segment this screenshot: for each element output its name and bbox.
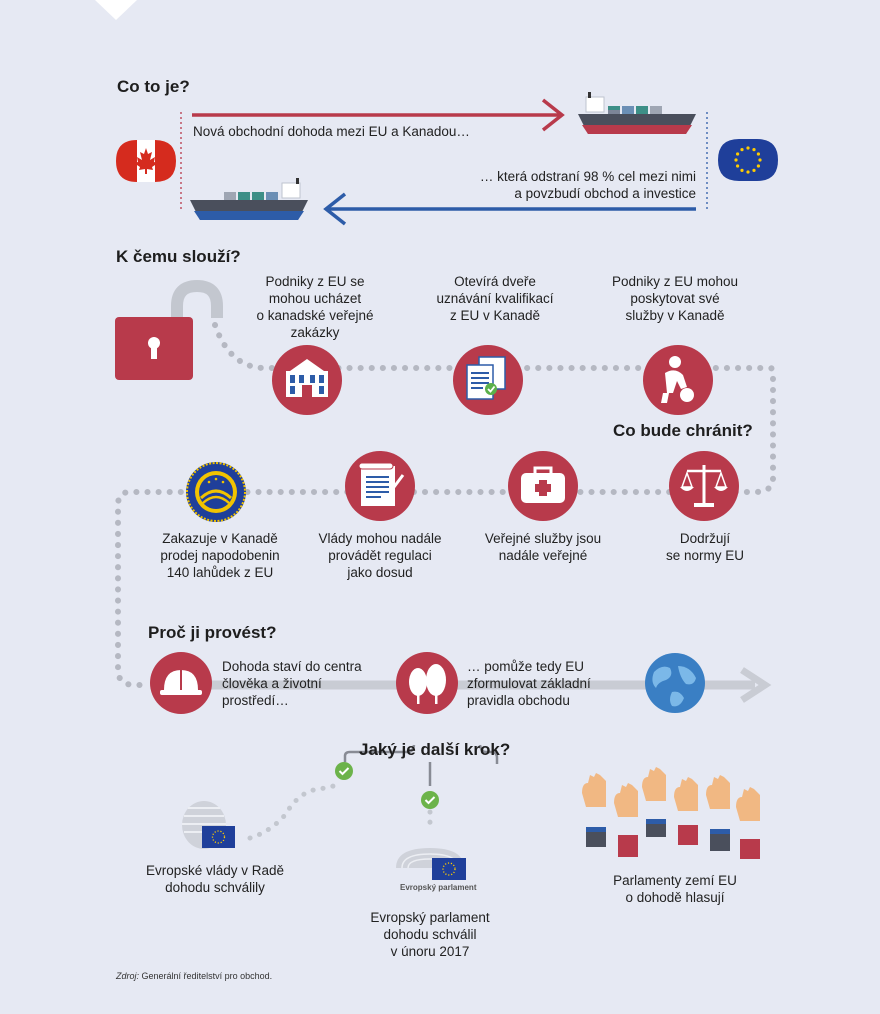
text-line: člověka a životní [222,676,322,691]
source-note [116,971,272,981]
text-line: Veřejné služby jsou [484,531,602,546]
text-line: poskytovat své [630,291,720,306]
text-line: nadále veřejné [498,548,588,563]
trade-text-bottom-1: … která odstraní 98 % cel mezi nimi [479,169,696,184]
text-line: 140 lahůdek z EU [166,565,274,580]
text-line: zformulovat základní [467,676,591,691]
text-line: Evropské vlády v Radě [145,863,285,878]
text-line: Podniky z EU mohou [611,274,739,289]
text-line: Otevírá dveře [454,274,536,289]
text-line: Dohoda staví do centra [222,659,362,674]
text-line: … pomůže tedy EU [467,659,585,674]
check-icon [334,761,354,781]
text-line: se normy EU [665,548,745,563]
text-line: uznávání kvalifikací [436,291,554,306]
text-line: Zakazuje v Kanadě [162,531,278,546]
trade-text-bottom-2: a povzbudí obchod a investice [514,186,696,201]
text-line: Evropský parlament [370,910,490,925]
text-line: dohodu schválily [165,880,265,895]
section-heading-purpose: K čemu slouží? [116,247,241,266]
trade-text-top: Nová obchodní dohoda mezi EU a Kanadou… [193,124,470,139]
text-line: pravidla obchodu [467,693,570,708]
text-line: o kanadské veřejné [256,308,374,323]
section-heading-next-step: Jaký je další krok? [359,740,511,759]
text-line: mohou ucházet [268,291,362,306]
text-line: o dohodě hlasují [625,890,725,905]
text-line: Vlády mohou nadále [318,531,442,546]
text-line: v únoru 2017 [390,944,470,959]
text-line: služby v Kanadě [625,308,725,323]
source-label: Zdroj: [116,971,140,981]
text-line: jako dosud [347,565,413,580]
council-logo-icon [182,800,242,852]
section-heading-protect: Co bude chránit? [613,421,753,440]
text-line: prodej napodobenin [160,548,280,563]
text-line: Dodržují [679,531,731,546]
source-text: Generální ředitelství pro obchod. [141,971,273,981]
next-item-3-text [595,872,755,906]
text-line: provádět regulaci [328,548,432,563]
section-heading-what: Co to je? [117,77,190,96]
next-item-2-text [355,909,505,960]
text-line: Podniky z EU se [265,274,365,289]
next-item-1-text [130,862,300,896]
section-heading-why: Proč ji provést? [148,623,277,642]
check-icon [420,790,440,810]
text-line: prostředí… [222,693,289,708]
text-line: z EU v Kanadě [449,308,541,323]
parliament-logo-label: Evropský parlament [400,883,477,892]
text-line: Parlamenty zemí EU [613,873,737,888]
raised-hands-icon [576,773,776,863]
text-line: zakázky [290,325,340,340]
text-line: dohodu schválil [383,927,477,942]
